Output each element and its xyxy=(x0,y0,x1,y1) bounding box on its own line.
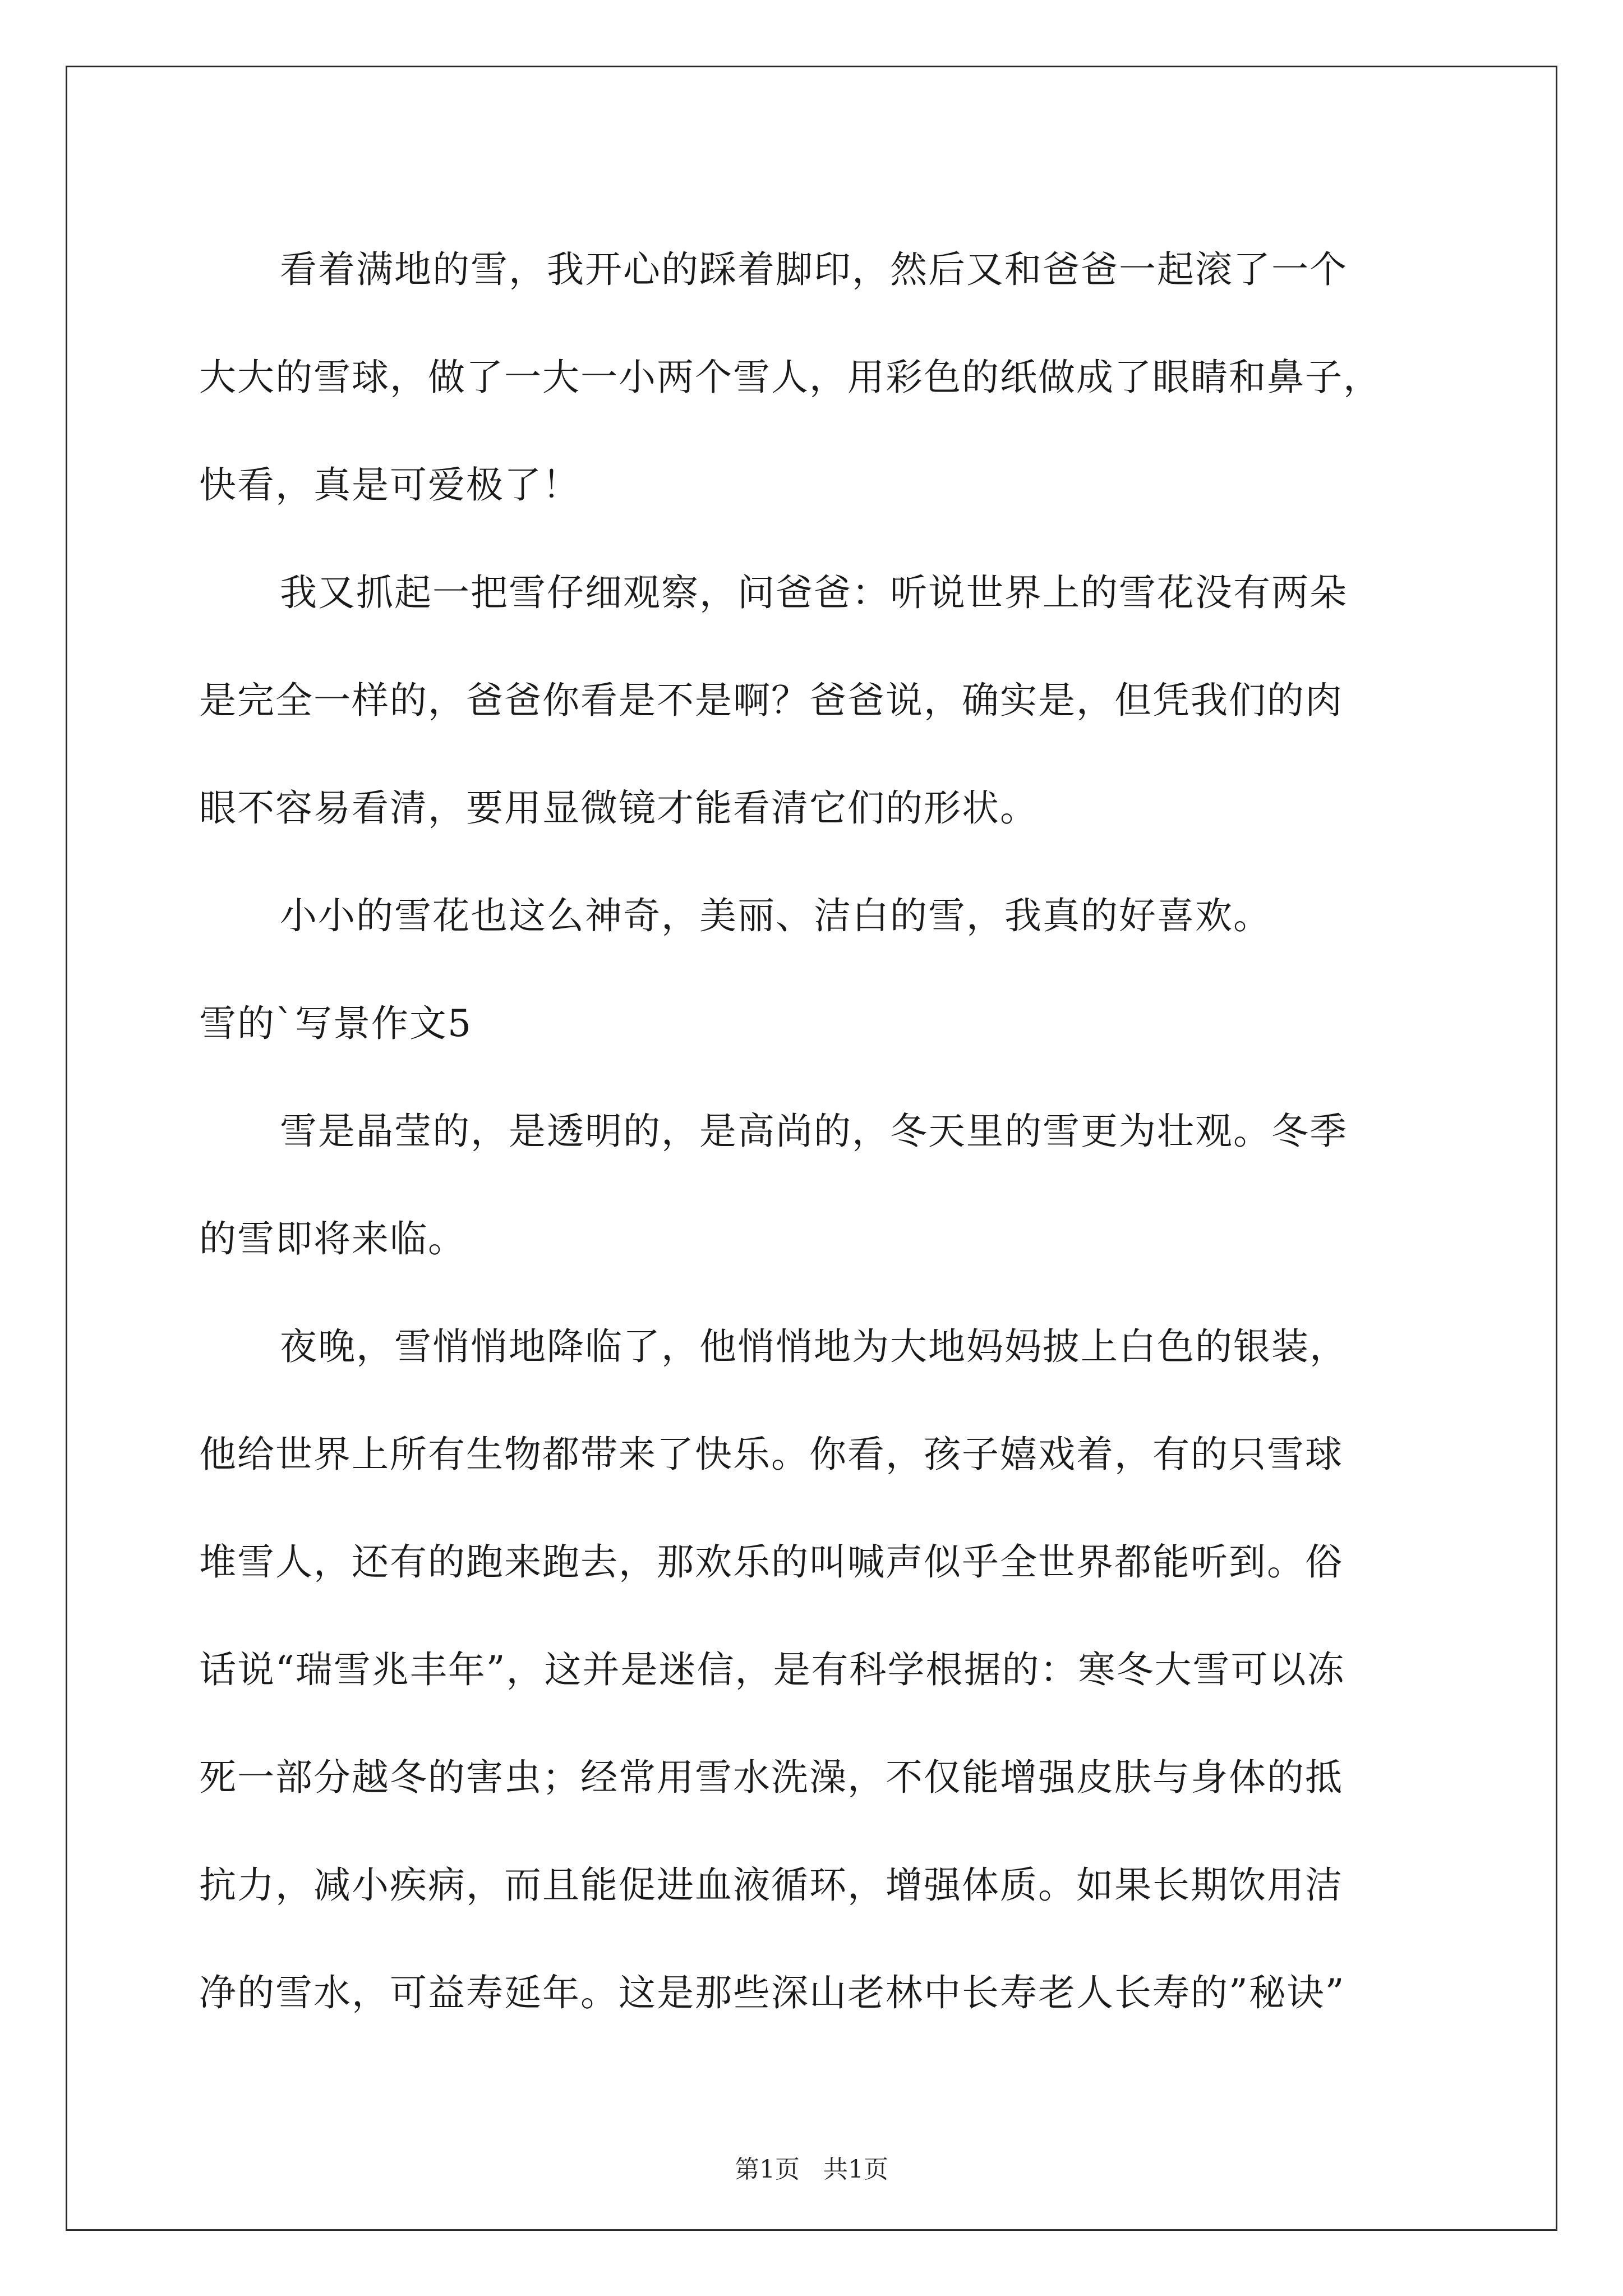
paragraph-5 xyxy=(199,1293,1444,2047)
paragraph-5-line-6: 抗力，减小疾病，而且能促进血液循环，增强体质。如果长期饮用洁 xyxy=(199,1864,1343,1907)
paragraph-5-line-3: 堆雪人，还有的跑来跑去，那欢乐的叫喊声似乎全世界都能听到。俗 xyxy=(199,1540,1343,1584)
paragraph-2-line-2: 是完全一样的，爸爸你看是不是啊？爸爸说，确实是，但凭我们的肉 xyxy=(199,679,1343,722)
paragraph-2-line-1: 我又抓起一把雪仔细观察，问爸爸：听说世界上的雪花没有两朵 xyxy=(280,571,1348,614)
paragraph-3-line-1: 小小的雪花也这么神奇，美丽、洁白的雪，我真的好喜欢。 xyxy=(280,894,1271,937)
paragraph-4 xyxy=(199,1078,1444,1293)
paragraph-5-line-4: 话说“瑞雪兆丰年”，这并是迷信，是有科学根据的：寒冬大雪可以冻 xyxy=(199,1648,1345,1691)
paragraph-2 xyxy=(199,539,1444,862)
paragraph-4-line-1: 雪是晶莹的，是透明的，是高尚的，冬天里的雪更为壮观。冬季 xyxy=(280,1110,1348,1153)
paragraph-1-line-3: 快看，真是可爱极了！ xyxy=(199,463,580,507)
paragraph-5-line-5: 死一部分越冬的害虫；经常用雪水洗澡，不仅能增强皮肤与身体的抵 xyxy=(199,1756,1343,1799)
paragraph-5-line-1: 夜晚，雪悄悄地降临了，他悄悄地为大地妈妈披上白色的银装， xyxy=(280,1325,1348,1368)
page-total: 共1页 xyxy=(823,2155,888,2184)
document-body xyxy=(199,216,1444,2047)
paragraph-5-line-7: 净的雪水，可益寿延年。这是那些深山老林中长寿老人长寿的”秘诀” xyxy=(199,1971,1345,2014)
paragraph-2-line-3: 眼不容易看清，要用显微镜才能看清它们的形状。 xyxy=(199,786,1038,830)
section-heading: 雪的`写景作文5 xyxy=(199,1002,472,1045)
paragraph-4-line-2: 的雪即将来临。 xyxy=(199,1217,466,1260)
paragraph-5-line-2: 他给世界上所有生物都带来了快乐。你看，孩子嬉戏着，有的只雪球 xyxy=(199,1433,1343,1476)
paragraph-1 xyxy=(199,216,1444,539)
paragraph-3 xyxy=(199,862,1444,970)
page-footer xyxy=(0,2153,1623,2187)
page-number: 第1页 xyxy=(735,2155,800,2184)
paragraph-1-line-2: 大大的雪球，做了一大一小两个雪人，用彩色的纸做成了眼睛和鼻子， xyxy=(199,356,1381,399)
paragraph-1-line-1: 看着满地的雪，我开心的踩着脚印，然后又和爸爸一起滚了一个 xyxy=(280,248,1348,291)
